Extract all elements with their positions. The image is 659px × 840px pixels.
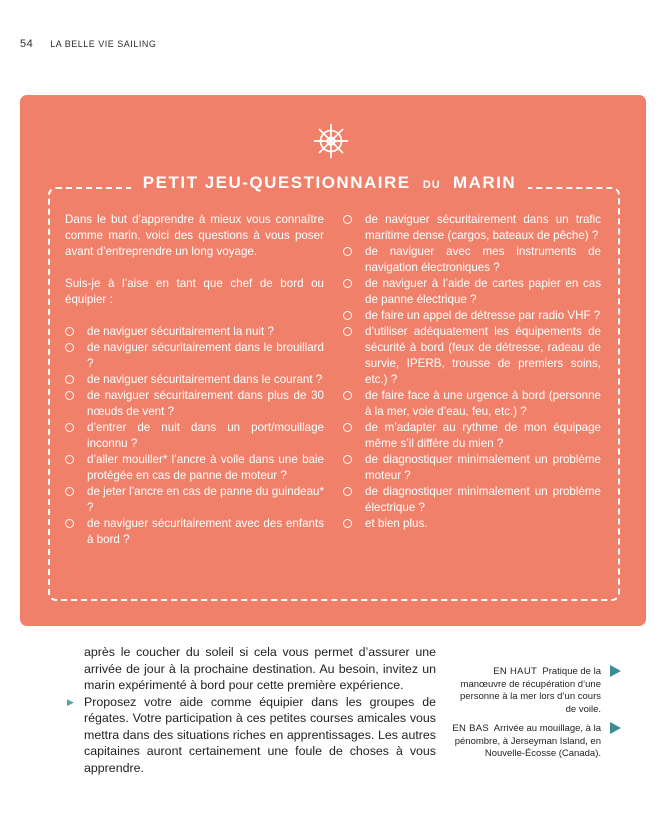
bullet-circle-icon (343, 391, 352, 400)
body-text (67, 644, 436, 776)
bullet-circle-icon (65, 423, 74, 432)
list-item: de naviguer avec mes instruments de navigation électroniques ? (343, 244, 601, 276)
caption-arrow-icon (610, 665, 621, 677)
quiz-intro: Dans le but d’apprendre à mieux vous connaître comme marin, voici des questions à vous poser avant d’entreprendre un long voyage. (65, 213, 324, 258)
bullet-circle-icon (65, 519, 74, 528)
list-item: d’utiliser adéquatement les équipements de sécurité à bord (feux de détresse, radeau de survie, IPERB, trousse de premiers soins, etc.) ? (343, 324, 601, 388)
list-item: de naviguer sécuritairement dans le courant ? (65, 372, 324, 388)
quiz-right-list (343, 212, 601, 532)
bullet-circle-icon (65, 391, 74, 400)
list-item: de naviguer sécuritairement dans plus de 30 nœuds de vent ? (65, 388, 324, 420)
list-item: d’aller mouiller* l’ancre à voile dans une baie protégée en cas de panne de moteur ? (65, 452, 324, 484)
bullet-arrow-icon: ▶ (67, 696, 74, 707)
list-item: de faire face à une urgence à bord (personne à la mer, voie d’eau, feu, etc.) ? (343, 388, 601, 420)
bullet-circle-icon (65, 375, 74, 384)
page-number: 54 (20, 38, 34, 50)
list-item: de naviguer sécuritairement dans le brouillard ? (65, 340, 324, 372)
list-item: de naviguer sécuritairement la nuit ? (65, 324, 324, 340)
bullet-circle-icon (65, 455, 74, 464)
bullet-circle-icon (65, 343, 74, 352)
list-item: et bien plus. (343, 516, 601, 532)
bullet-circle-icon (343, 519, 352, 528)
bullet-circle-icon (343, 311, 352, 320)
caption-top: EN HAUT Pratique de la manœuvre de récupération d’une personne à la mer lors d’un cours de voile. (460, 666, 601, 715)
body-paragraph: ▶ Proposez votre aide comme équipier dans les groupes de régates. Votre participation à ces petites courses amicales vous mettra dans des situations riches en apprentissages. Les autres capitaines auront certainement une foule de choses à vous apprendre. (67, 694, 436, 775)
bullet-circle-icon (343, 215, 352, 224)
list-item: de jeter l’ancre en cas de panne du guindeau* ? (65, 484, 324, 516)
list-item: de naviguer sécuritairement dans un trafic maritime dense (cargos, bateaux de pêche) ? (343, 212, 601, 244)
bullet-circle-icon (343, 423, 352, 432)
quiz-title: PETIT JEU-QUESTIONNAIRE DU MARIN (0, 173, 659, 193)
body-paragraph: après le coucher du soleil si cela vous permet d’assurer une arrivée de jour à la prochaine destination. Au besoin, invitez un marin expérimenté à bord pour cette première expérience. (84, 645, 436, 692)
bullet-circle-icon (343, 487, 352, 496)
bullet-circle-icon (343, 455, 352, 464)
bullet-circle-icon (343, 327, 352, 336)
bullet-circle-icon (65, 487, 74, 496)
caption-arrow-icon (610, 722, 621, 734)
list-item: de naviguer à l’aide de cartes papier en cas de panne électrique ? (343, 276, 601, 308)
list-item: de diagnostiquer minimalement un problème moteur ? (343, 452, 601, 484)
quiz-question: Suis-je à l’aise en tant que chef de bord ou équipier : (65, 277, 324, 306)
quiz-right-column (343, 212, 601, 532)
list-item: de diagnostiquer minimalement un problème électrique ? (343, 484, 601, 516)
list-item: de m’adapter au rythme de mon équipage même s’il diffère du mien ? (343, 420, 601, 452)
ship-wheel-icon (312, 122, 350, 160)
list-item: de naviguer sécuritairement avec des enfants à bord ? (65, 516, 324, 548)
list-item: de faire un appel de détresse par radio VHF ? (343, 308, 601, 324)
quiz-left-column (65, 212, 324, 548)
bullet-circle-icon (343, 279, 352, 288)
quiz-left-list (65, 324, 324, 548)
page-header (20, 38, 156, 50)
bullet-circle-icon (65, 327, 74, 336)
bullet-circle-icon (343, 247, 352, 256)
caption-bottom: EN BAS Arrivée au mouillage, à la pénombre, à Jerseyman Island, en Nouvelle-Écosse (Canada). (452, 723, 601, 759)
list-item: d’entrer de nuit dans un port/mouillage inconnu ? (65, 420, 324, 452)
book-title: LA BELLE VIE SAILING (50, 39, 157, 49)
